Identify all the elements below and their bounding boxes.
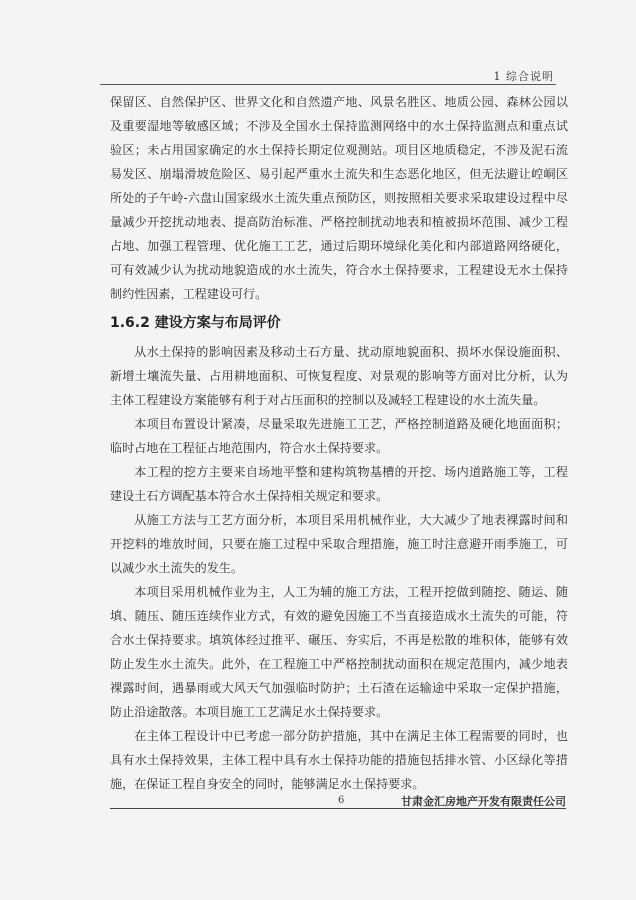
paragraph: 从水土保持的影响因素及移动土石方量、扰动原地貌面积、损坏水保设施面积、新增土壤流失量、占用耕地面积、可恢复程度、对景观的影响等方面对比分析，认为主体工程建设方案能够有利于对占压面积的控制以及减轻工程建设的水土流失量。 xyxy=(110,345,568,407)
section-heading: 1.6.2 建设方案与布局评价 xyxy=(110,315,281,331)
paragraph: 本项目采用机械作业为主，人工为辅的施工方法，工程开挖做到随挖、随运、随填、随压、随压连续作业方式，有效的避免因施工不当直接造成水土流失的可能，符合水土保持要求。填筑体经过推平、碾压、夯实后，不再是松散的堆积体，能够有效防止发生水土流失。此外，在工程施工中严格控制扰动面积在规定范围内，减少地表裸露时间，遇暴雨或大风天气加强临时防护；土石渣在运输途中采取一定保护措施，防止沿途散落。本项目施工工艺满足水土保持要求。 xyxy=(110,585,568,719)
paragraph: 本工程的挖方主要来自场地平整和建构筑物基槽的开挖、场内道路施工等，工程建设土石方调配基本符合水土保持相关规定和要求。 xyxy=(110,465,568,503)
page-footer xyxy=(110,795,566,809)
page-header xyxy=(100,72,556,85)
paragraph: 在主体工程设计中已考虑一部分防护措施，其中在满足主体工程需要的同时，也具有水土保持效果，主体工程中具有水土保持功能的措施包括排水管、小区绿化等措施，在保证工程自身安全的同时，能够满足水土保持要求。 xyxy=(110,729,568,791)
page-number: 6 xyxy=(338,795,345,806)
intro-paragraph: 保留区、自然保护区、世界文化和自然遗产地、风景名胜区、地质公园、森林公园以及重要湿地等敏感区域；不涉及全国水土保持监测网络中的水土保持监测点和重点试验区；未占用国家确定的水土保持长期定位观测站。项目区地质稳定，不涉及泥石流易发区、崩塌滑坡危险区、易引起严重水土流失和生态恶化地区，但无法避让崆峒区所处的子午岭-六盘山国家级水土流失重点预防区，则按照相关要求采取建设过程中尽量减少开挖扰动地表、提高防治标准、严格控制扰动地表和植被损坏范围、减少工程占地、加强工程管理、优化施工工艺，通过后期环境绿化美化和内部道路网络硬化，可有效减少认为扰动地貌造成的水土流失，符合水土保持要求，工程建设无水土保持制约性因素，工程建设可行。 xyxy=(110,95,568,301)
section-label: 1 综合说明 xyxy=(493,70,554,83)
company-name: 甘肃金汇房地产开发有限责任公司 xyxy=(401,795,566,808)
page-body xyxy=(110,90,568,796)
paragraph: 本项目布置设计紧凑，尽量采取先进施工工艺，严格控制道路及硬化地面面积；临时占地在工程征占地范围内，符合水土保持要求。 xyxy=(110,417,568,455)
paragraph: 从施工方法与工艺方面分析，本项目采用机械作业，大大减少了地表裸露时间和开挖料的堆放时间，只要在施工过程中采取合理措施，施工时注意避开雨季施工，可以减少水土流失的发生。 xyxy=(110,513,568,575)
